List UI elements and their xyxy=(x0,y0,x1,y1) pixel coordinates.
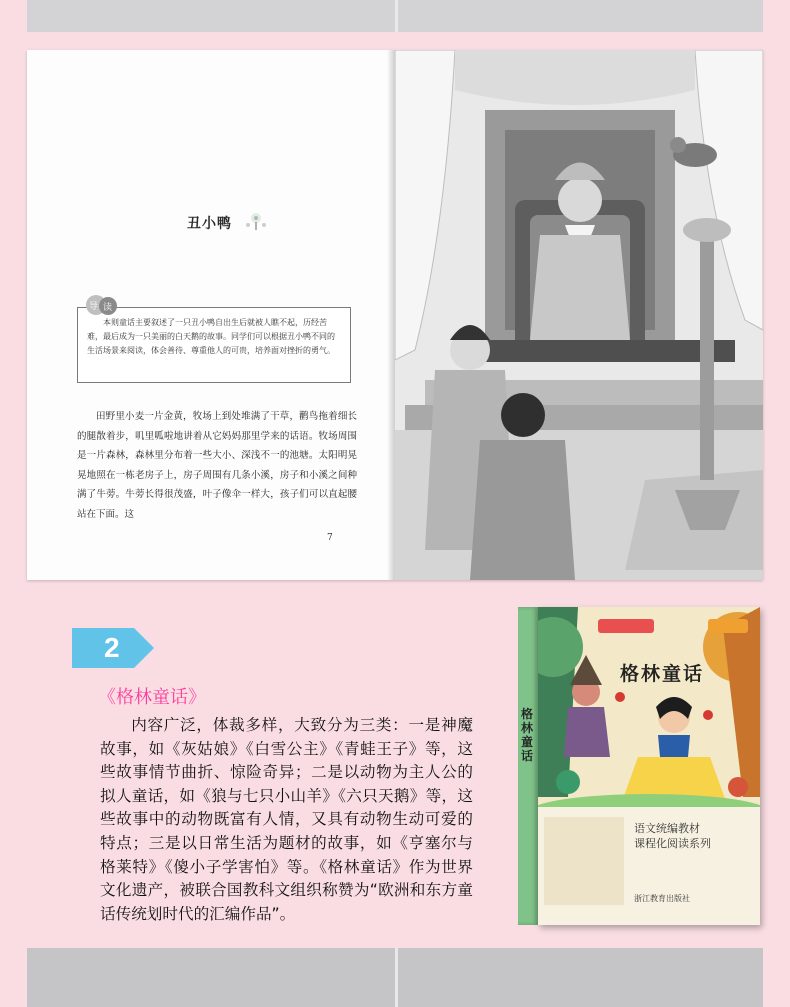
book-cover-image xyxy=(518,607,760,925)
svg-text:导: 导 xyxy=(89,302,99,312)
emperor-illustration xyxy=(395,50,763,580)
illustration-page xyxy=(395,50,763,580)
next-image-frame xyxy=(27,948,763,1007)
guide-tag-icon xyxy=(84,293,118,317)
story-title: 丑小鸭 xyxy=(187,216,232,232)
book-front-cover xyxy=(538,607,760,925)
cover-series xyxy=(634,821,711,851)
story-body-text: 田野里小麦一片金黄，牧场上到处堆满了干草，鹳鸟拖着细长的腿散着步，叽里呱啦地讲着从它妈妈那里学来的话语。牧场周围是一片森林，森林里分布着一些大小、深浅不一的池塘。太阳明晃晃地照在一栋老房子上，房子周围有几条小溪，房子和小溪之间种满了牛蒡。牛蒡长得很茂盛，叶子像伞一样大，孩子们可以直起腰站在下面。这 xyxy=(77,411,357,520)
previous-image-frame xyxy=(27,0,763,32)
cover-title: 格林童话 xyxy=(620,663,705,685)
svg-text:读: 读 xyxy=(103,303,113,313)
cover-series-line1: 语文统编教材 xyxy=(634,822,700,835)
dandelion-icon xyxy=(243,210,269,230)
book-description: 内容广泛，体裁多样，大致分为三类：一是神魔故事，如《灰姑娘》《白雪公主》《青蛙王子》等，这些故事情节曲折、惊险奇异；二是以动物为主人公的拟人童话，如《狼与七只小山羊》《六只天鹅》等，这些故事中的动物既富有人情，又具有动物生动可爱的特点；三是以日常生活为题材的故事，如《亨塞尔与格莱特》《傻小子学害怕》等。《格林童话》作为世界文化遗产，被联合国教科文组织称赞为“欧洲和东方童话传统划时代的汇编作品”。 xyxy=(100,716,473,923)
cover-illustration xyxy=(538,607,760,925)
book-title-heading: 《格林童话》 xyxy=(98,687,206,708)
spine-title: 格林童话 xyxy=(521,707,534,763)
cover-publisher: 浙江教育出版社 xyxy=(634,894,690,903)
book-spread-photo xyxy=(27,50,763,580)
guide-text: 本则童话主要叙述了一只丑小鸭自出生后就被人瞧不起，历经苦难，最后成为一只美丽的白天鹅的故事。同学们可以根据丑小鸭不同的生活场景来阅读，体会善待、尊重他人的可贵，培养面对挫折的勇气。 xyxy=(87,318,335,355)
book-spine xyxy=(518,607,538,925)
left-page xyxy=(27,50,395,580)
section-number: 2 xyxy=(104,632,120,663)
cover-series-line2: 课程化阅读系列 xyxy=(634,837,711,850)
page-number: 7 xyxy=(327,533,333,543)
